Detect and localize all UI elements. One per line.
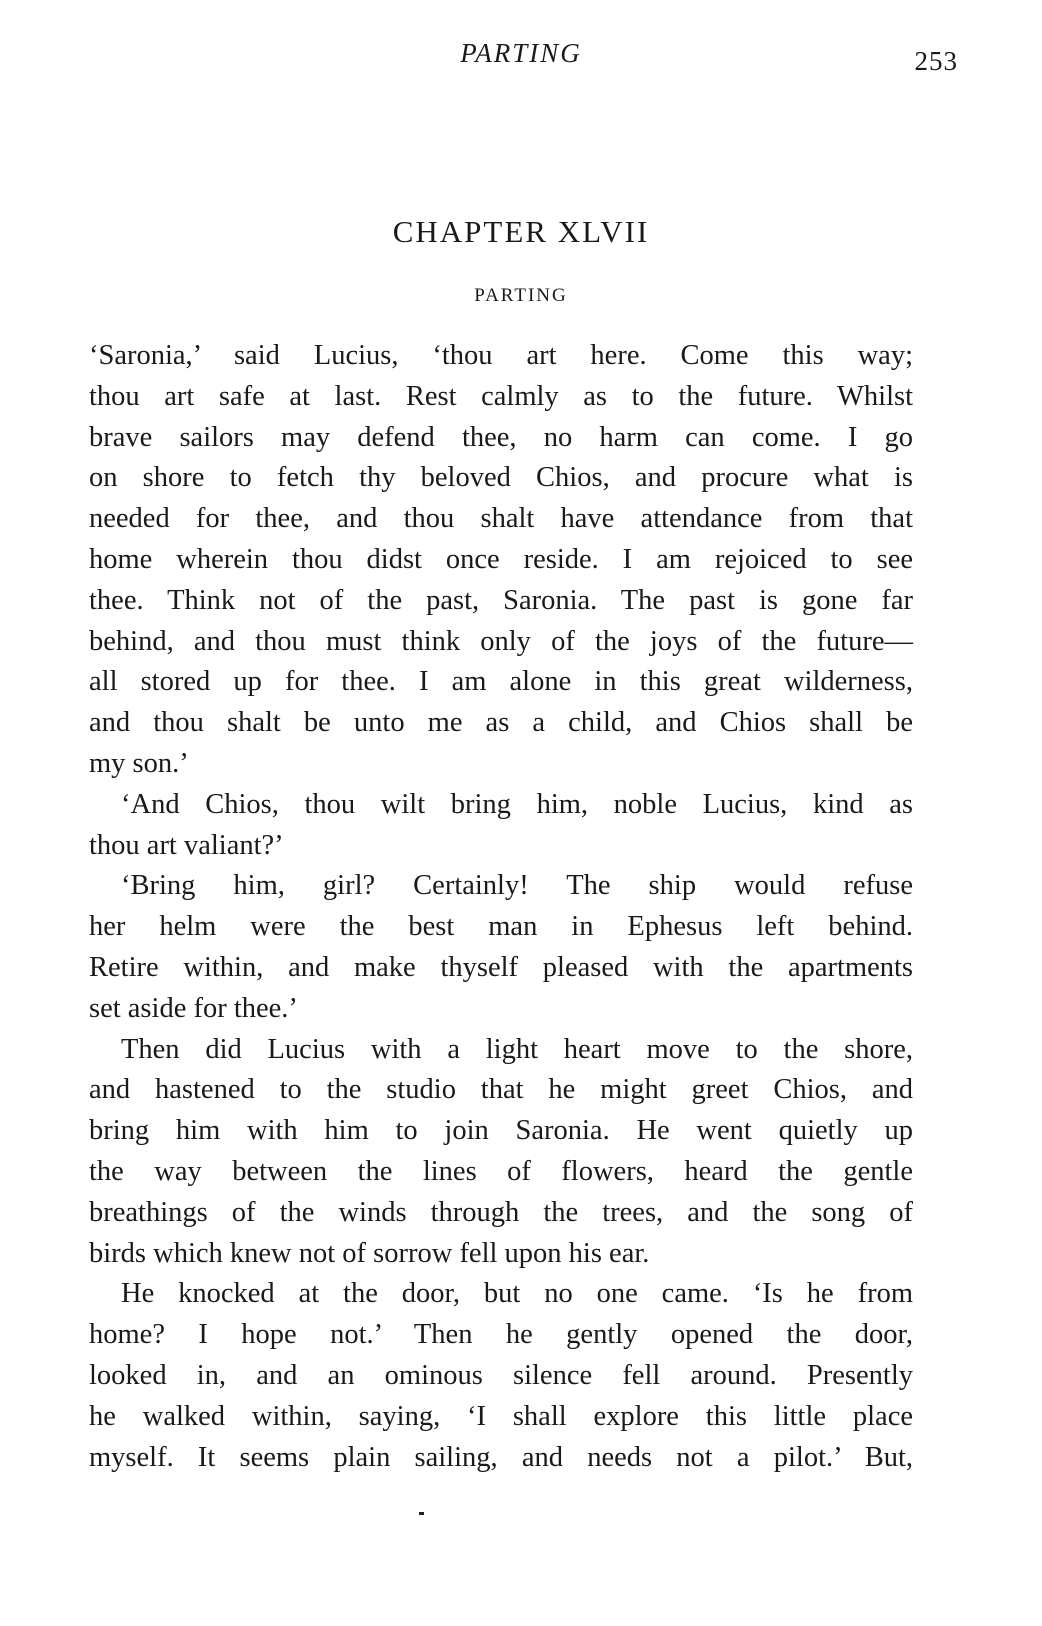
text-line: he walked within, saying, ‘I shall explore this little place [89,1400,913,1432]
text-line: home? I hope not.’ Then he gently opened the door, [89,1319,913,1351]
text-line: thee. Think not of the past, Saronia. The past is gone far [89,584,913,616]
text-line: Retire within, and make thyself pleased with the apartments [89,951,913,983]
text-line: set aside for thee.’ [89,992,298,1024]
text-line: He knocked at the door, but no one came. ‘Is he from [121,1278,913,1310]
body-text [89,336,913,1478]
running-head [0,36,1042,76]
text-line: her helm were the best man in Ephesus left behind. [89,911,913,943]
text-line: all stored up for thee. I am alone in this great wilderness, [89,666,913,698]
text-line: Then did Lucius with a light heart move to the shore, [121,1033,913,1065]
text-line: brave sailors may defend thee, no harm can come. I go [89,421,913,453]
text-line: home wherein thou didst once reside. I am rejoiced to see [89,543,913,575]
text-line: on shore to fetch thy beloved Chios, and procure what is [89,462,913,494]
text-line: and hastened to the studio that he might greet Chios, and [89,1074,913,1106]
text-line: looked in, and an ominous silence fell around. Presently [89,1359,913,1391]
text-line: my son.’ [89,747,189,779]
text-line: and thou shalt be unto me as a child, and Chios shall be [89,707,913,739]
running-title: PARTING [460,38,582,68]
chapter-subtitle: PARTING [474,285,568,306]
text-line: behind, and thou must think only of the joys of the future— [89,625,913,657]
text-line: bring him with him to join Saronia. He went quietly up [89,1115,913,1147]
chapter-title: CHAPTER XLVII [392,214,650,249]
text-line: the way between the lines of flowers, heard the gentle [89,1155,913,1187]
text-line: thou art valiant?’ [89,829,284,861]
text-line: needed for thee, and thou shalt have attendance from that [89,503,913,535]
print-speck [419,1512,424,1515]
page-number: 253 [914,46,958,76]
text-line: ‘And Chios, thou wilt bring him, noble Lucius, kind as [121,788,913,820]
text-line: ‘Saronia,’ said Lucius, ‘thou art here. Come this way; [89,340,913,371]
text-line: myself. It seems plain sailing, and needs not a pilot.’ But, [89,1441,913,1473]
text-line: breathings of the winds through the trees, and the song of [89,1196,913,1228]
text-line: birds which knew not of sorrow fell upon his ear. [89,1237,650,1269]
text-line: thou art safe at last. Rest calmly as to the future. Whilst [89,380,913,412]
text-line: ‘Bring him, girl? Certainly! The ship would refuse [121,870,913,902]
